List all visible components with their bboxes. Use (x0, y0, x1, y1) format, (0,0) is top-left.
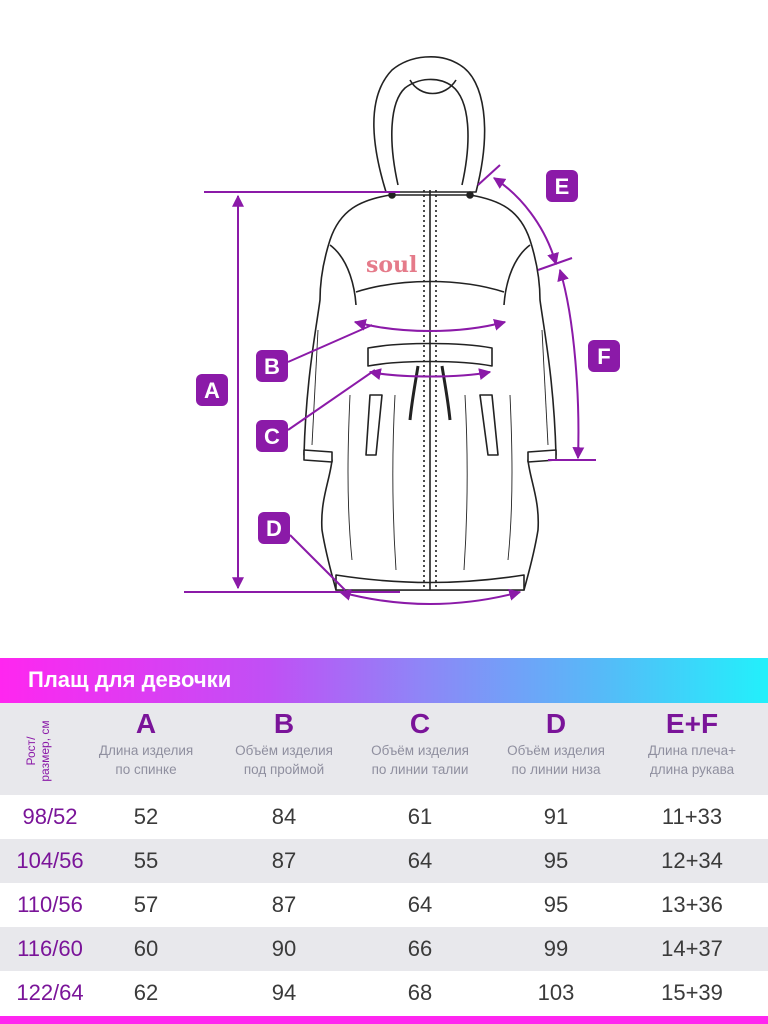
size-cell: 98/52 (22, 804, 78, 829)
label-badge-d (258, 512, 290, 544)
value-cell-ef: 11+33 (661, 804, 723, 829)
value-cell-c: 66 (407, 936, 433, 961)
value-cell-d: 99 (543, 936, 569, 961)
value-cell-d: 95 (543, 848, 569, 873)
value-cell-c: 68 (407, 980, 433, 1005)
bottom-accent-bar (0, 1016, 768, 1024)
table-row (0, 883, 768, 927)
value-cell-c: 61 (407, 804, 433, 829)
title-bar (0, 658, 768, 703)
label-badge-a (196, 374, 228, 406)
svg-text:B: B (264, 354, 280, 379)
svg-text:D: D (266, 516, 282, 541)
column-header-d: D Объём изделия по линии низа (507, 708, 605, 777)
column-header-b: B Объём изделия под проймой (235, 708, 333, 777)
value-cell-a: 62 (133, 980, 159, 1005)
size-table (0, 703, 768, 1015)
value-cell-a: 60 (133, 936, 159, 961)
value-cell-b: 90 (271, 936, 297, 961)
column-header-c: C Объём изделия по линии талии (371, 708, 469, 777)
value-cell-a: 52 (133, 804, 159, 829)
svg-text:F: F (597, 344, 611, 369)
label-badge-e (546, 170, 578, 202)
table-row (0, 927, 768, 971)
value-cell-d: 91 (543, 804, 569, 829)
column-header-ef: E+F Длина плеча+ длина рукава (648, 708, 736, 777)
svg-text:C: C (264, 424, 280, 449)
svg-text:A: A (204, 378, 220, 403)
value-cell-b: 84 (271, 804, 297, 829)
value-cell-ef: 12+34 (661, 848, 723, 873)
value-cell-a: 55 (133, 848, 159, 873)
size-cell: 104/56 (16, 848, 84, 873)
table-header (0, 703, 768, 795)
brand-logo: soul (366, 252, 418, 278)
value-cell-a: 57 (133, 892, 159, 917)
value-cell-ef: 13+36 (661, 892, 723, 917)
table-row (0, 839, 768, 883)
svg-text:E: E (554, 174, 570, 199)
table-row (0, 971, 768, 1015)
value-cell-c: 64 (407, 892, 433, 917)
size-cell: 110/56 (17, 892, 83, 917)
value-cell-b: 87 (271, 848, 297, 873)
value-cell-b: 94 (271, 980, 297, 1005)
label-badge-b (256, 350, 288, 382)
value-cell-d: 95 (543, 892, 569, 917)
table-row (0, 795, 768, 839)
size-column-header: Рост/ размер, см (24, 720, 52, 782)
value-cell-c: 64 (407, 848, 433, 873)
value-cell-b: 87 (271, 892, 297, 917)
size-cell: 122/64 (16, 980, 84, 1005)
product-title: Плащ для девочки (28, 667, 232, 692)
coat-outline (304, 57, 556, 590)
value-cell-ef: 14+37 (661, 936, 723, 961)
column-header-a: A Длина изделия по спинке (98, 708, 194, 777)
value-cell-ef: 15+39 (661, 980, 723, 1005)
value-cell-d: 103 (537, 980, 575, 1005)
size-cell: 116/60 (17, 936, 83, 961)
label-badge-f (588, 340, 620, 372)
label-badge-c (256, 420, 288, 452)
